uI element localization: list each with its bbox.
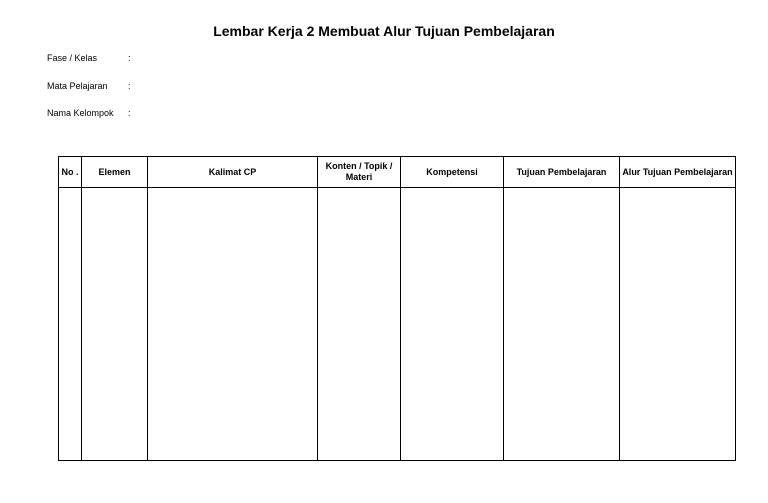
cell-kalimat-cp[interactable] — [148, 188, 318, 461]
worksheet-fields — [47, 53, 131, 136]
field-colon: : — [128, 53, 131, 63]
header-tujuan-pembelajaran: Tujuan Pembelajaran — [504, 157, 620, 188]
header-konten-topik-materi: Konten / Topik / Materi — [318, 157, 401, 188]
header-alur-tujuan-pembelajaran: Alur Tujuan Pembelajaran — [620, 157, 736, 188]
cell-no[interactable] — [59, 188, 82, 461]
cell-konten-topik-materi[interactable] — [318, 188, 401, 461]
field-colon: : — [128, 80, 131, 91]
field-colon: : — [128, 108, 131, 118]
header-elemen: Elemen — [82, 157, 148, 188]
worksheet-table — [58, 156, 736, 461]
header-no: No . — [59, 157, 82, 188]
cell-tujuan-pembelajaran[interactable] — [504, 188, 620, 461]
field-fase-kelas — [47, 53, 131, 67]
table-row — [59, 188, 736, 461]
header-kalimat-cp: Kalimat CP — [148, 157, 318, 188]
cell-kompetensi[interactable] — [401, 188, 504, 461]
cell-elemen[interactable] — [82, 188, 148, 461]
header-kompetensi: Kompetensi — [401, 157, 504, 188]
worksheet-title: Lembar Kerja 2 Membuat Alur Tujuan Pembelajaran — [213, 23, 555, 39]
field-mata-pelajaran — [47, 81, 131, 95]
table-header-row — [59, 157, 736, 188]
field-nama-kelompok — [47, 108, 131, 122]
field-label: Fase / Kelas — [47, 53, 98, 63]
field-label: Mata Pelajaran — [47, 80, 108, 91]
cell-alur-tujuan-pembelajaran[interactable] — [620, 188, 736, 461]
field-label: Nama Kelompok — [47, 108, 114, 118]
